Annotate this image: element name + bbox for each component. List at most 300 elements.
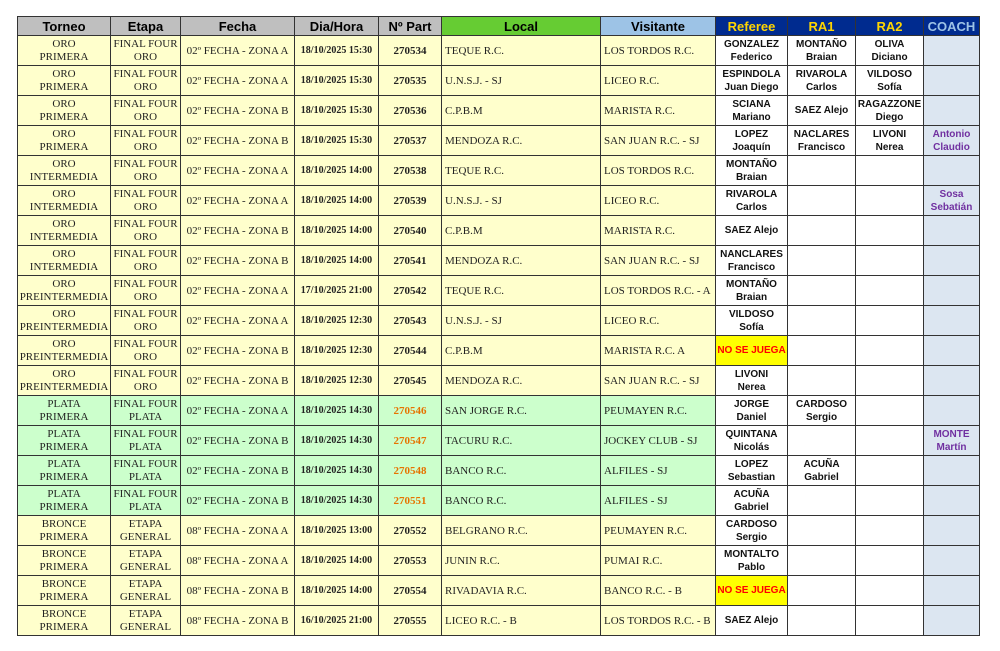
- torneo-cell-line1: PLATA: [47, 397, 81, 410]
- etapa-cell[interactable]: [111, 456, 181, 486]
- referee-cell[interactable]: [716, 606, 788, 636]
- referee-cell[interactable]: [716, 126, 788, 156]
- diahora-cell[interactable]: 18/10/2025 15:30: [295, 126, 379, 156]
- diahora-cell[interactable]: 18/10/2025 12:30: [295, 336, 379, 366]
- etapa-cell-line2: GENERAL: [119, 560, 172, 573]
- ra2-cell[interactable]: [856, 216, 924, 246]
- official-name-line: LOPEZ: [734, 128, 769, 140]
- torneo-cell[interactable]: [18, 486, 111, 516]
- official-name-line: Pablo: [737, 561, 766, 573]
- table-row: [18, 546, 980, 576]
- diahora-cell[interactable]: 18/10/2025 14:30: [295, 426, 379, 456]
- match-number-cell[interactable]: 270547: [379, 426, 442, 456]
- fecha-cell[interactable]: 08º FECHA - ZONA B: [181, 576, 295, 606]
- visitor-team-cell[interactable]: LOS TORDOS R.C. - A: [601, 276, 716, 306]
- referee-cell[interactable]: [716, 426, 788, 456]
- torneo-cell[interactable]: [18, 36, 111, 66]
- ra2-cell[interactable]: [856, 66, 924, 96]
- diahora-cell[interactable]: 18/10/2025 14:00: [295, 186, 379, 216]
- coach-cell[interactable]: [924, 246, 980, 276]
- torneo-cell-line1: ORO: [52, 247, 76, 260]
- torneo-cell-line1: ORO: [52, 97, 76, 110]
- coach-cell[interactable]: [924, 486, 980, 516]
- official-name-line: Sofía: [877, 81, 902, 93]
- local-team-cell[interactable]: TEQUE R.C.: [442, 36, 601, 66]
- diahora-cell[interactable]: 16/10/2025 21:00: [295, 606, 379, 636]
- torneo-cell-line2: PRIMERA: [39, 470, 89, 483]
- visitor-team-cell[interactable]: SAN JUAN R.C. - SJ: [601, 126, 716, 156]
- diahora-cell[interactable]: 18/10/2025 14:00: [295, 546, 379, 576]
- etapa-cell-line1: FINAL FOUR: [113, 457, 178, 470]
- referee-cell[interactable]: [716, 66, 788, 96]
- match-number-cell[interactable]: 270539: [379, 186, 442, 216]
- ra1-cell[interactable]: [788, 516, 856, 546]
- ra2-cell[interactable]: [856, 546, 924, 576]
- etapa-cell[interactable]: [111, 66, 181, 96]
- match-number-cell[interactable]: 270538: [379, 156, 442, 186]
- fecha-cell[interactable]: 02º FECHA - ZONA A: [181, 156, 295, 186]
- official-name-line: MONTAÑO: [796, 38, 847, 50]
- diahora-cell[interactable]: 18/10/2025 15:30: [295, 36, 379, 66]
- referee-cell[interactable]: [716, 186, 788, 216]
- official-name-line: LIVONI: [872, 128, 907, 140]
- local-team-cell[interactable]: BELGRANO R.C.: [442, 516, 601, 546]
- fecha-cell[interactable]: 08º FECHA - ZONA B: [181, 606, 295, 636]
- referee-cell[interactable]: [716, 516, 788, 546]
- col-header-local[interactable]: Local: [442, 17, 601, 36]
- col-header-coach[interactable]: COACH: [924, 17, 980, 36]
- ra1-cell[interactable]: [788, 66, 856, 96]
- etapa-cell[interactable]: [111, 246, 181, 276]
- visitor-team-cell[interactable]: LICEO R.C.: [601, 306, 716, 336]
- visitor-team-cell[interactable]: PEUMAYEN R.C.: [601, 396, 716, 426]
- local-team-cell[interactable]: U.N.S.J. - SJ: [442, 306, 601, 336]
- visitor-team-cell[interactable]: PEUMAYEN R.C.: [601, 516, 716, 546]
- col-header-ra2[interactable]: RA2: [856, 17, 924, 36]
- ra1-cell[interactable]: [788, 366, 856, 396]
- referee-cell[interactable]: [716, 156, 788, 186]
- visitor-team-cell[interactable]: SAN JUAN R.C. - SJ: [601, 246, 716, 276]
- table-row: [18, 456, 980, 486]
- torneo-cell[interactable]: [18, 606, 111, 636]
- col-header-ra1[interactable]: RA1: [788, 17, 856, 36]
- etapa-cell[interactable]: [111, 96, 181, 126]
- table-row: [18, 336, 980, 366]
- visitor-team-cell[interactable]: MARISTA R.C.: [601, 96, 716, 126]
- ra1-cell[interactable]: [788, 156, 856, 186]
- ra2-cell[interactable]: [856, 156, 924, 186]
- ra2-cell[interactable]: [856, 96, 924, 126]
- referee-cell[interactable]: [716, 486, 788, 516]
- match-number-cell[interactable]: 270548: [379, 456, 442, 486]
- etapa-cell-line2: ORO: [133, 80, 158, 93]
- etapa-cell[interactable]: [111, 36, 181, 66]
- ra1-cell[interactable]: [788, 546, 856, 576]
- visitor-team-cell[interactable]: MARISTA R.C. A: [601, 336, 716, 366]
- official-name-line: Gabriel: [734, 501, 769, 513]
- etapa-cell-line1: FINAL FOUR: [113, 397, 178, 410]
- local-team-cell[interactable]: TEQUE R.C.: [442, 156, 601, 186]
- fecha-cell[interactable]: 02º FECHA - ZONA B: [181, 126, 295, 156]
- official-name-line: Sofía: [739, 321, 764, 333]
- local-team-cell[interactable]: U.N.S.J. - SJ: [442, 186, 601, 216]
- official-name-line: QUINTANA: [725, 428, 778, 440]
- etapa-cell-line1: ETAPA: [128, 607, 163, 620]
- official-name-line: LIVONI: [734, 368, 769, 380]
- match-number-cell[interactable]: 270544: [379, 336, 442, 366]
- visitor-team-cell[interactable]: JOCKEY CLUB - SJ: [601, 426, 716, 456]
- local-team-cell[interactable]: BANCO R.C.: [442, 486, 601, 516]
- match-number-cell[interactable]: 270537: [379, 126, 442, 156]
- match-number-cell[interactable]: 270555: [379, 606, 442, 636]
- ra2-cell[interactable]: [856, 126, 924, 156]
- ra2-cell[interactable]: [856, 516, 924, 546]
- fecha-cell[interactable]: 02º FECHA - ZONA B: [181, 246, 295, 276]
- torneo-cell[interactable]: [18, 546, 111, 576]
- visitor-team-cell[interactable]: LOS TORDOS R.C.: [601, 156, 716, 186]
- local-team-cell[interactable]: TEQUE R.C.: [442, 276, 601, 306]
- ra1-cell[interactable]: [788, 96, 856, 126]
- visitor-team-cell[interactable]: LOS TORDOS R.C.: [601, 36, 716, 66]
- fecha-cell[interactable]: 02º FECHA - ZONA B: [181, 216, 295, 246]
- diahora-cell[interactable]: 18/10/2025 14:30: [295, 396, 379, 426]
- referee-cell[interactable]: [716, 546, 788, 576]
- col-header-diahora[interactable]: Dia/Hora: [295, 17, 379, 36]
- referee-cell-no-se-juega[interactable]: NO SE JUEGA: [716, 576, 788, 606]
- fecha-cell[interactable]: 02º FECHA - ZONA A: [181, 396, 295, 426]
- referee-cell[interactable]: [716, 306, 788, 336]
- coach-cell[interactable]: [924, 96, 980, 126]
- official-name-line: LOPEZ: [734, 458, 769, 470]
- etapa-cell[interactable]: [111, 126, 181, 156]
- ra1-cell[interactable]: [788, 486, 856, 516]
- coach-cell[interactable]: [924, 396, 980, 426]
- torneo-cell[interactable]: [18, 366, 111, 396]
- local-team-cell[interactable]: TACURU R.C.: [442, 426, 601, 456]
- coach-cell[interactable]: [924, 606, 980, 636]
- torneo-cell[interactable]: [18, 426, 111, 456]
- match-number-cell[interactable]: 270535: [379, 66, 442, 96]
- torneo-cell[interactable]: [18, 186, 111, 216]
- col-header-fecha[interactable]: Fecha: [181, 17, 295, 36]
- local-team-cell[interactable]: MENDOZA R.C.: [442, 366, 601, 396]
- etapa-cell[interactable]: [111, 186, 181, 216]
- ra1-cell[interactable]: [788, 306, 856, 336]
- local-team-cell[interactable]: C.P.B.M: [442, 96, 601, 126]
- etapa-cell[interactable]: [111, 516, 181, 546]
- table-row: [18, 36, 980, 66]
- referee-cell[interactable]: [716, 396, 788, 426]
- diahora-cell[interactable]: 18/10/2025 13:00: [295, 516, 379, 546]
- torneo-cell-line1: BRONCE: [41, 547, 87, 560]
- ra1-cell[interactable]: [788, 216, 856, 246]
- local-team-cell[interactable]: LICEO R.C. - B: [442, 606, 601, 636]
- visitor-team-cell[interactable]: ALFILES - SJ: [601, 486, 716, 516]
- etapa-cell-line1: FINAL FOUR: [113, 97, 178, 110]
- torneo-cell-line2: PREINTERMEDIA: [19, 350, 109, 363]
- referee-cell[interactable]: [716, 96, 788, 126]
- match-number-cell[interactable]: 270536: [379, 96, 442, 126]
- match-number-cell[interactable]: 270534: [379, 36, 442, 66]
- torneo-cell[interactable]: [18, 156, 111, 186]
- match-number-cell[interactable]: 270542: [379, 276, 442, 306]
- torneo-cell[interactable]: [18, 306, 111, 336]
- col-header-referee[interactable]: Referee: [716, 17, 788, 36]
- match-number-cell[interactable]: 270553: [379, 546, 442, 576]
- ra2-cell[interactable]: [856, 186, 924, 216]
- ra2-cell[interactable]: [856, 426, 924, 456]
- etapa-cell-line1: FINAL FOUR: [113, 487, 178, 500]
- visitor-team-cell[interactable]: LICEO R.C.: [601, 66, 716, 96]
- fecha-cell[interactable]: 02º FECHA - ZONA B: [181, 96, 295, 126]
- coach-cell[interactable]: [924, 366, 980, 396]
- table-row: [18, 576, 980, 606]
- torneo-cell[interactable]: [18, 126, 111, 156]
- col-header-torneo[interactable]: Torneo: [18, 17, 111, 36]
- ra2-cell[interactable]: [856, 576, 924, 606]
- fecha-cell[interactable]: 08º FECHA - ZONA A: [181, 516, 295, 546]
- visitor-team-cell[interactable]: ALFILES - SJ: [601, 456, 716, 486]
- torneo-cell[interactable]: [18, 276, 111, 306]
- coach-cell[interactable]: [924, 426, 980, 456]
- etapa-cell[interactable]: [111, 216, 181, 246]
- coach-cell[interactable]: [924, 546, 980, 576]
- official-name-line: Carlos: [805, 81, 838, 93]
- diahora-cell[interactable]: 18/10/2025 12:30: [295, 306, 379, 336]
- match-number-cell[interactable]: 270554: [379, 576, 442, 606]
- match-number-cell[interactable]: 270551: [379, 486, 442, 516]
- fecha-cell[interactable]: 02º FECHA - ZONA B: [181, 336, 295, 366]
- ra2-cell[interactable]: [856, 486, 924, 516]
- diahora-cell[interactable]: 18/10/2025 15:30: [295, 66, 379, 96]
- table-row: [18, 96, 980, 126]
- fecha-cell[interactable]: 02º FECHA - ZONA A: [181, 276, 295, 306]
- torneo-cell-line2: PRIMERA: [39, 410, 89, 423]
- local-team-cell[interactable]: MENDOZA R.C.: [442, 246, 601, 276]
- coach-cell[interactable]: [924, 576, 980, 606]
- diahora-cell[interactable]: 18/10/2025 14:00: [295, 576, 379, 606]
- etapa-cell-line2: PLATA: [128, 410, 163, 423]
- ra1-cell[interactable]: [788, 246, 856, 276]
- visitor-team-cell[interactable]: MARISTA R.C.: [601, 216, 716, 246]
- torneo-cell-line1: ORO: [52, 337, 76, 350]
- diahora-cell[interactable]: 17/10/2025 21:00: [295, 276, 379, 306]
- torneo-cell-line2: INTERMEDIA: [29, 170, 99, 183]
- coach-cell[interactable]: [924, 216, 980, 246]
- col-header-etapa[interactable]: Etapa: [111, 17, 181, 36]
- etapa-cell-line2: GENERAL: [119, 590, 172, 603]
- referee-cell[interactable]: [716, 36, 788, 66]
- local-team-cell[interactable]: C.P.B.M: [442, 336, 601, 366]
- torneo-cell-line1: ORO: [52, 127, 76, 140]
- ra1-cell[interactable]: [788, 396, 856, 426]
- torneo-cell-line1: PLATA: [47, 457, 81, 470]
- official-name-line: ACUÑA: [733, 488, 770, 500]
- official-name-line: ACUÑA: [803, 458, 840, 470]
- match-number-cell[interactable]: 270541: [379, 246, 442, 276]
- torneo-cell-line1: ORO: [52, 157, 76, 170]
- coach-cell[interactable]: [924, 126, 980, 156]
- ra2-cell[interactable]: [856, 336, 924, 366]
- etapa-cell[interactable]: [111, 336, 181, 366]
- visitor-team-cell[interactable]: LICEO R.C.: [601, 186, 716, 216]
- match-number-cell[interactable]: 270546: [379, 396, 442, 426]
- coach-cell[interactable]: [924, 456, 980, 486]
- diahora-cell[interactable]: 18/10/2025 12:30: [295, 366, 379, 396]
- visitor-team-cell[interactable]: LOS TORDOS R.C. - B: [601, 606, 716, 636]
- torneo-cell-line2: PRIMERA: [39, 620, 89, 633]
- ra1-cell[interactable]: [788, 426, 856, 456]
- local-team-cell[interactable]: C.P.B.M: [442, 216, 601, 246]
- ra1-cell[interactable]: [788, 606, 856, 636]
- match-number-cell[interactable]: 270552: [379, 516, 442, 546]
- torneo-cell[interactable]: [18, 66, 111, 96]
- diahora-cell[interactable]: 18/10/2025 14:00: [295, 156, 379, 186]
- ra2-cell[interactable]: [856, 276, 924, 306]
- ra1-cell[interactable]: [788, 36, 856, 66]
- torneo-cell-line1: BRONCE: [41, 517, 87, 530]
- ra2-cell[interactable]: [856, 606, 924, 636]
- visitor-team-cell[interactable]: PUMAI R.C.: [601, 546, 716, 576]
- visitor-team-cell[interactable]: SAN JUAN R.C. - SJ: [601, 366, 716, 396]
- ra1-cell[interactable]: [788, 276, 856, 306]
- diahora-cell[interactable]: 18/10/2025 15:30: [295, 96, 379, 126]
- etapa-cell-line2: ORO: [133, 320, 158, 333]
- etapa-cell[interactable]: [111, 276, 181, 306]
- torneo-cell[interactable]: [18, 96, 111, 126]
- fecha-cell[interactable]: 02º FECHA - ZONA A: [181, 66, 295, 96]
- torneo-cell-line2: PREINTERMEDIA: [19, 290, 109, 303]
- diahora-cell[interactable]: 18/10/2025 14:00: [295, 216, 379, 246]
- etapa-cell-line1: ETAPA: [128, 517, 163, 530]
- official-name-line: MONTE: [933, 428, 970, 440]
- referee-cell[interactable]: [716, 366, 788, 396]
- referee-cell[interactable]: [716, 216, 788, 246]
- local-team-cell[interactable]: U.N.S.J. - SJ: [442, 66, 601, 96]
- etapa-cell[interactable]: [111, 606, 181, 636]
- fecha-cell[interactable]: 02º FECHA - ZONA A: [181, 306, 295, 336]
- official-name-line: Juan Diego: [724, 81, 779, 93]
- torneo-cell[interactable]: [18, 336, 111, 366]
- ra2-cell[interactable]: [856, 246, 924, 276]
- torneo-cell[interactable]: [18, 456, 111, 486]
- official-name-line: NACLARES: [793, 128, 850, 140]
- etapa-cell-line2: GENERAL: [119, 530, 172, 543]
- torneo-cell-line1: ORO: [52, 217, 76, 230]
- referee-cell[interactable]: [716, 456, 788, 486]
- local-team-cell[interactable]: BANCO R.C.: [442, 456, 601, 486]
- coach-cell[interactable]: [924, 36, 980, 66]
- ra2-cell[interactable]: [856, 396, 924, 426]
- etapa-cell-line1: FINAL FOUR: [113, 217, 178, 230]
- fecha-cell[interactable]: 08º FECHA - ZONA A: [181, 546, 295, 576]
- col-header-npart[interactable]: Nº Part: [379, 17, 442, 36]
- referee-cell[interactable]: [716, 246, 788, 276]
- coach-cell[interactable]: [924, 186, 980, 216]
- ra2-cell[interactable]: [856, 36, 924, 66]
- etapa-cell[interactable]: [111, 546, 181, 576]
- etapa-cell-line2: ORO: [133, 230, 158, 243]
- match-number-cell[interactable]: 270543: [379, 306, 442, 336]
- official-name-line: Sosa: [939, 188, 964, 200]
- match-number-cell[interactable]: 270545: [379, 366, 442, 396]
- torneo-cell-line2: PRIMERA: [39, 50, 89, 63]
- etapa-cell[interactable]: [111, 156, 181, 186]
- etapa-cell[interactable]: [111, 306, 181, 336]
- ra2-cell[interactable]: [856, 366, 924, 396]
- torneo-cell[interactable]: [18, 246, 111, 276]
- ra2-cell[interactable]: [856, 456, 924, 486]
- torneo-cell[interactable]: [18, 576, 111, 606]
- fecha-cell[interactable]: 02º FECHA - ZONA A: [181, 186, 295, 216]
- ra1-cell[interactable]: [788, 336, 856, 366]
- coach-cell[interactable]: [924, 66, 980, 96]
- fecha-cell[interactable]: 02º FECHA - ZONA B: [181, 456, 295, 486]
- fecha-cell[interactable]: 02º FECHA - ZONA B: [181, 426, 295, 456]
- coach-cell[interactable]: [924, 156, 980, 186]
- ra1-cell[interactable]: [788, 576, 856, 606]
- local-team-cell[interactable]: JUNIN R.C.: [442, 546, 601, 576]
- table-row: [18, 126, 980, 156]
- ra1-cell[interactable]: [788, 186, 856, 216]
- ra1-cell[interactable]: [788, 456, 856, 486]
- local-team-cell[interactable]: RIVADAVIA R.C.: [442, 576, 601, 606]
- referee-cell[interactable]: [716, 276, 788, 306]
- coach-cell[interactable]: [924, 516, 980, 546]
- etapa-cell[interactable]: [111, 576, 181, 606]
- torneo-cell-line2: PRIMERA: [39, 530, 89, 543]
- diahora-cell[interactable]: 18/10/2025 14:00: [295, 246, 379, 276]
- fecha-cell[interactable]: 02º FECHA - ZONA B: [181, 486, 295, 516]
- coach-cell[interactable]: [924, 276, 980, 306]
- official-name-line: JORGE: [733, 398, 769, 410]
- torneo-cell-line1: ORO: [52, 307, 76, 320]
- diahora-cell[interactable]: 18/10/2025 14:30: [295, 456, 379, 486]
- etapa-cell[interactable]: [111, 426, 181, 456]
- torneo-cell[interactable]: [18, 216, 111, 246]
- coach-cell[interactable]: [924, 306, 980, 336]
- table-row: [18, 66, 980, 96]
- visitor-team-cell[interactable]: BANCO R.C. - B: [601, 576, 716, 606]
- etapa-cell[interactable]: [111, 486, 181, 516]
- torneo-cell-line1: ORO: [52, 187, 76, 200]
- etapa-cell-line1: FINAL FOUR: [113, 157, 178, 170]
- etapa-cell-line1: FINAL FOUR: [113, 127, 178, 140]
- local-team-cell[interactable]: MENDOZA R.C.: [442, 126, 601, 156]
- fecha-cell[interactable]: 02º FECHA - ZONA B: [181, 366, 295, 396]
- diahora-cell[interactable]: 18/10/2025 14:30: [295, 486, 379, 516]
- etapa-cell[interactable]: [111, 396, 181, 426]
- torneo-cell-line1: ORO: [52, 37, 76, 50]
- ra2-cell[interactable]: [856, 306, 924, 336]
- match-number-cell[interactable]: 270540: [379, 216, 442, 246]
- torneo-cell-line2: PRIMERA: [39, 140, 89, 153]
- official-name-line: Braian: [805, 51, 838, 63]
- coach-cell[interactable]: [924, 336, 980, 366]
- etapa-cell-line1: FINAL FOUR: [113, 367, 178, 380]
- referee-cell-no-se-juega[interactable]: NO SE JUEGA: [716, 336, 788, 366]
- etapa-cell[interactable]: [111, 366, 181, 396]
- local-team-cell[interactable]: SAN JORGE R.C.: [442, 396, 601, 426]
- ra1-cell[interactable]: [788, 126, 856, 156]
- official-name-line: CARDOSO: [795, 398, 848, 410]
- etapa-cell-line2: GENERAL: [119, 620, 172, 633]
- torneo-cell[interactable]: [18, 516, 111, 546]
- etapa-cell-line1: FINAL FOUR: [113, 427, 178, 440]
- col-header-visitante[interactable]: Visitante: [601, 17, 716, 36]
- fecha-cell[interactable]: 02º FECHA - ZONA A: [181, 36, 295, 66]
- torneo-cell[interactable]: [18, 396, 111, 426]
